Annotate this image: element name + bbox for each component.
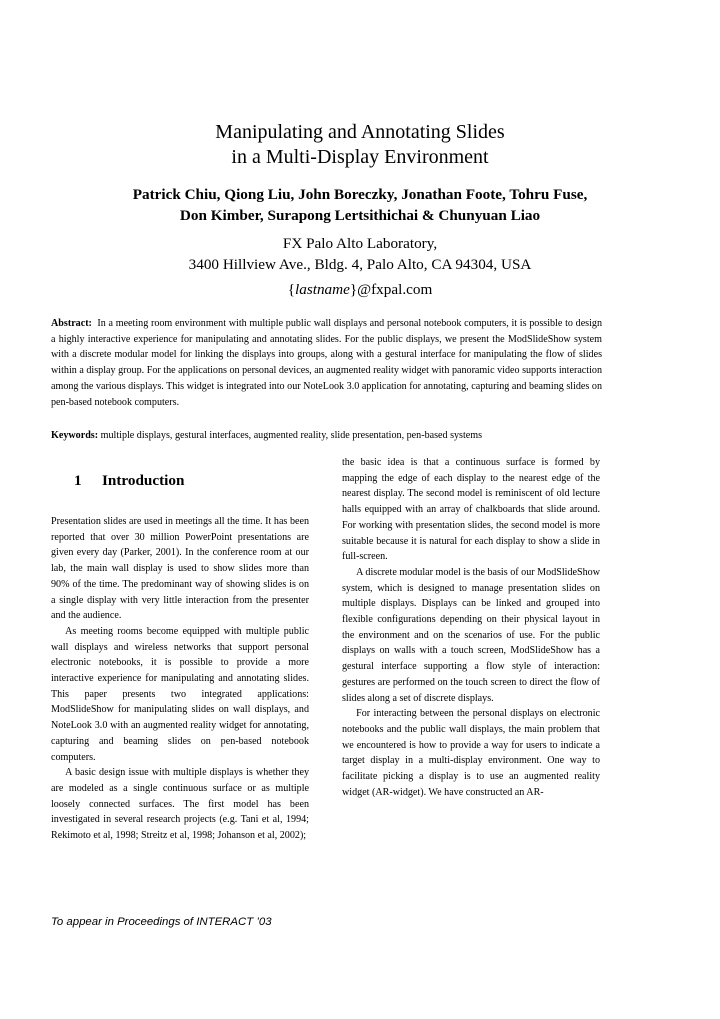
left-column bbox=[51, 514, 309, 844]
footer-note: To appear in Proceedings of INTERACT ’03 bbox=[51, 916, 272, 928]
keywords-label: Keywords: bbox=[51, 430, 99, 441]
paragraph: the basic idea is that a continuous surface is formed by mapping the edge of each display to the nearest edge of the nearest display. The second model is reminiscent of old lecture halls equipped with an array of chalkboards that slide around. For working with presentation slides, the second model is more suitable because it is natural for each display to show a slide in full-screen. bbox=[342, 457, 600, 563]
email-lastname: lastname bbox=[295, 281, 350, 298]
email-domain: }@fxpal.com bbox=[349, 281, 433, 298]
email-open-brace: { bbox=[287, 281, 295, 298]
abstract bbox=[51, 316, 602, 410]
affiliation bbox=[0, 234, 720, 275]
affiliation-line-1: FX Palo Alto Laboratory, bbox=[282, 235, 438, 252]
paragraph: A basic design issue with multiple displays is whether they are modeled as a single continuous surface or as multiple loosely connected surfaces. The first model has been investigated in several research projects (e.g. Tani et al, 1994; Rekimoto et al, 1998; Streitz et al, 1998; Johanson et al, 2002); bbox=[51, 767, 309, 842]
keywords-text: multiple displays, gestural interfaces, augmented reality, slide presentation, pen-based systems bbox=[100, 430, 483, 441]
section-title: Introduction bbox=[102, 472, 185, 489]
abstract-label: Abstract: bbox=[51, 318, 92, 329]
paragraph: A discrete modular model is the basis of our ModSlideShow system, which is designed to manage presentation slides on multiple displays. Displays can be linked and grouped into flexible configurations depending on their physical layout in the environment and on the scenarios of use. For the public displays on walls with a touch screen, ModSlideShow has a gestural interface supporting a flow style of interaction: gestures are performed on the touch screen to direct the flow of slides along a set of discrete displays. bbox=[342, 566, 600, 704]
affiliation-line-2: 3400 Hillview Ave., Bldg. 4, Palo Alto, CA 94304, USA bbox=[188, 255, 532, 273]
abstract-text: In a meeting room environment with multiple public wall displays and personal notebook computers, it is possible to design a highly interactive experience for manipulating and annotating slides. For the public displays, we present the ModSlideShow system with a discrete modular model for linking the displays into groups, along with a gestural interface for manipulating the flow of slides within a display group. For the applications on personal devices, an augmented reality widget with panoramic video supports interaction among the various displays. This widget is integrated into our NoteLook 3.0 application for annotating, capturing and beaming slides on pen-based notebook computers. bbox=[51, 318, 602, 408]
paragraph: As meeting rooms become equipped with multiple public wall displays and wireless networks that support personal electronic notebooks, it is possible to provide a more interactive experience for manipulating and annotating slides. This paper presents two integrated applications: ModSlideShow for manipulating slides on wall displays, and NoteLook 3.0 with an augmented reality widget for annotating, capturing and beaming slides on pen-based notebook computers. bbox=[51, 625, 309, 763]
authors-line-1: Patrick Chiu, Qiong Liu, John Boreczky, Jonathan Foote, Tohru Fuse, bbox=[132, 186, 588, 203]
authors-line-2: Don Kimber, Surapong Lertsithichai & Chunyuan Liao bbox=[179, 207, 541, 224]
title-line-2: in a Multi-Display Environment bbox=[231, 146, 489, 168]
paper-title bbox=[0, 120, 720, 170]
author-list bbox=[0, 184, 720, 226]
paragraph: For interacting between the personal displays on electronic notebooks and the public wall displays, the main problem that we encountered is how to provide a way for users to indicate a target display in a multi-display environment. One way to facilitate picking a display is to use an augmented reality widget (AR-widget). We have constructed an AR- bbox=[342, 708, 600, 798]
section-heading-introduction bbox=[74, 472, 184, 490]
title-line-1: Manipulating and Annotating Slides bbox=[215, 121, 505, 143]
right-column bbox=[342, 455, 600, 800]
keywords bbox=[51, 428, 611, 443]
section-number: 1 bbox=[74, 472, 82, 489]
paragraph: Presentation slides are used in meetings all the time. It has been reported that over 30 million PowerPoint presentations are given every day (Parker, 2001). In the conference room at our lab, the main wall display is used to show slides more than 90% of the time. The predominant way of showing slides is on a single display with very little interaction from the presenter and the audience. bbox=[51, 516, 309, 622]
author-email bbox=[0, 281, 720, 299]
